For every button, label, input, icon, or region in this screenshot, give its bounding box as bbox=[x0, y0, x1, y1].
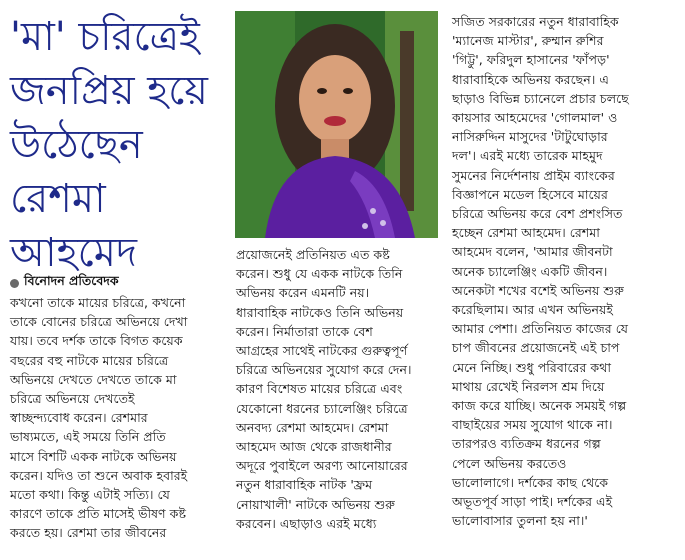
headline-line: জনপ্রিয় হয়ে bbox=[10, 68, 208, 114]
text-line: নতুন ধারাবাহিক নাটক 'ফ্রম bbox=[236, 477, 373, 493]
byline-text: বিনোদন প্রতিবেদক bbox=[24, 273, 119, 288]
text-line: অনেকটা শখের বশেই অভিনয় শুরু bbox=[452, 282, 624, 298]
text-line: নাসিরুদ্দিন মাসুদের 'টাটুঘোড়ার bbox=[452, 129, 608, 145]
portrait-photo bbox=[235, 11, 438, 238]
text-line: সজিত সরকারের নতুন ধারাবাহিক bbox=[452, 14, 619, 29]
bullet-icon bbox=[10, 279, 19, 288]
text-line: যায়। তবে দর্শক তাকে বিগত কয়েক bbox=[10, 333, 183, 349]
text-line: 'গিট্টু', ফরিদুল হাসানের 'ফাঁপড়' bbox=[452, 52, 610, 68]
text-line: মতো কথা। কিন্তু এটাই সত্যি। যে bbox=[10, 487, 170, 503]
headline-line: রেশমা bbox=[10, 176, 106, 222]
text-line: মাসে বিশটি একক নাটকে অভিনয় bbox=[10, 448, 177, 464]
text-line: করেন। যদিও তা শুনে অবাক হবারই bbox=[10, 467, 188, 483]
text-line: যেকোনো ধরনের চ্যালেঞ্জিং চরিত্রে bbox=[236, 400, 408, 416]
text-line: চরিত্রে অভিনয় করে বেশ প্রশংসিত bbox=[452, 206, 623, 222]
text-line: অদূরে পুবাইলে অরণ্য আনোয়ারের bbox=[236, 458, 408, 474]
text-line: তাকে বোনের চরিত্রে অভিনয়ে দেখা bbox=[10, 314, 188, 330]
text-line: মেনে নিচ্ছি। শুধু পরিবারের কথা bbox=[452, 359, 612, 375]
text-line: কায়সার আহমেদের 'গোলমাল' ও bbox=[452, 110, 618, 126]
text-line: স্বাচ্ছন্দ্যবোধ করেন। রেশমার bbox=[10, 410, 148, 426]
text-line: ছাড়াও বিভিন্ন চ্যানেলে প্রচার চলছে bbox=[452, 90, 629, 106]
headline-line: উঠেছেন bbox=[10, 122, 143, 168]
headline-line: আহমেদ bbox=[10, 230, 137, 276]
text-line: কাজ করে যাচ্ছি। অনেক সময়ই গল্প bbox=[452, 398, 627, 414]
text-line: ধারাবাহিকে অভিনয় করছেন। এ bbox=[452, 71, 609, 87]
text-line: কারণ বিশেষত মায়ের চরিত্রে এবং bbox=[236, 381, 403, 397]
text-line: অভিনয়ে দেখতে দেখতে তাকে মা bbox=[10, 371, 177, 387]
text-line: নোয়াখালী' নাটকে অভিনয় শুরু bbox=[236, 496, 395, 512]
byline bbox=[10, 273, 230, 293]
text-line: বিজ্ঞাপনে মডেল হিসেবে মায়ের bbox=[452, 186, 608, 202]
text-line: হচ্ছেন রেশমা আহমেদ। রেশমা bbox=[452, 225, 600, 241]
text-line: প্রয়োজনেই প্রতিনিয়ত এত কষ্ট bbox=[236, 247, 390, 262]
text-line: কারণে তাকে প্রতি মাসেই ভীষণ কষ্ট bbox=[10, 506, 186, 522]
text-line: করবেন। এছাড়াও এরই মধ্যে bbox=[236, 515, 377, 531]
article-headline bbox=[10, 10, 230, 280]
headline-line: 'মা' চরিত্রেই bbox=[10, 14, 200, 60]
text-line: চরিত্রে অভিনয়ে দেখতেই bbox=[10, 391, 135, 407]
text-line: চরিত্রে অভিনয়ের সুযোগ করে দেন। bbox=[236, 362, 412, 378]
text-line: সুমনের নির্দেশনায় প্রাইম ব্যাংকের bbox=[452, 167, 615, 183]
text-line: করতে হয়। রেশমা তার জীবনের bbox=[10, 525, 167, 541]
text-line: করেন। নির্মাতারা তাকে বেশ bbox=[236, 323, 373, 339]
text-line: ধারাবাহিক নাটকেও তিনি অভিনয় bbox=[236, 304, 404, 320]
article-column-2 bbox=[236, 245, 448, 533]
portrait-illustration bbox=[235, 11, 438, 238]
article-column-3 bbox=[452, 12, 678, 530]
text-line: ভালোবাসার তুলনা হয় না।' bbox=[452, 513, 588, 529]
text-line: আহমেদ আজ থেকে রাজধানীর bbox=[236, 439, 392, 455]
text-line: কখনো তাকে মায়ের চরিত্রে, কখনো bbox=[10, 295, 186, 310]
text-line: চাপ জীবনের প্রয়োজনেই এই চাপ bbox=[452, 340, 620, 356]
text-line: 'ম্যানেজ মাস্টার', রুম্মান রুশির bbox=[452, 33, 604, 49]
text-line: আগ্রহের সাথেই নাটকের গুরুত্বপূর্ণ bbox=[236, 343, 408, 359]
text-line: অনবদ্য রেশমা আহমেদ। রেশমা bbox=[236, 419, 389, 435]
text-line: তারপরও ব্যতিক্রম ধরনের গল্প bbox=[452, 436, 601, 452]
text-line: আহমেদ বলেন, 'আমার জীবনটা bbox=[452, 244, 613, 260]
text-line: অভিনয় করেন এমনটি নয়। bbox=[236, 285, 370, 301]
text-line: ভালোলাগে। দর্শকের কাছ থেকে bbox=[452, 474, 609, 490]
text-line: করেছিলাম। আর এখন অভিনয়ই bbox=[452, 302, 613, 318]
text-line: করেন। শুধু যে একক নাটকে তিনি bbox=[236, 266, 403, 282]
text-line: মাথায় রেখেই নিরলস শ্রম দিয়ে bbox=[452, 378, 605, 394]
text-line: অভূতপূর্ব সাড়া পাই। দর্শকের এই bbox=[452, 494, 613, 510]
article-column-1 bbox=[10, 293, 232, 543]
text-line: ভাষ্যমতে, এই সময়ে তিনি প্রতি bbox=[10, 429, 166, 445]
text-line: পেলে অভিনয় করতেও bbox=[452, 455, 567, 471]
text-line: বাছাইয়ের সময় সুযোগ থাকে না। bbox=[452, 417, 613, 433]
text-line: দল'। এরই মধ্যে তারেক মাহমুদ bbox=[452, 148, 603, 164]
text-line: বছরের বহু নাটকে মায়ের চরিত্রে bbox=[10, 352, 169, 368]
text-line: অনেক চ্যালেঞ্জিং একটি জীবন। bbox=[452, 263, 608, 279]
text-line: আমার পেশা। প্রতিনিয়ত কাজের যে bbox=[452, 321, 629, 337]
